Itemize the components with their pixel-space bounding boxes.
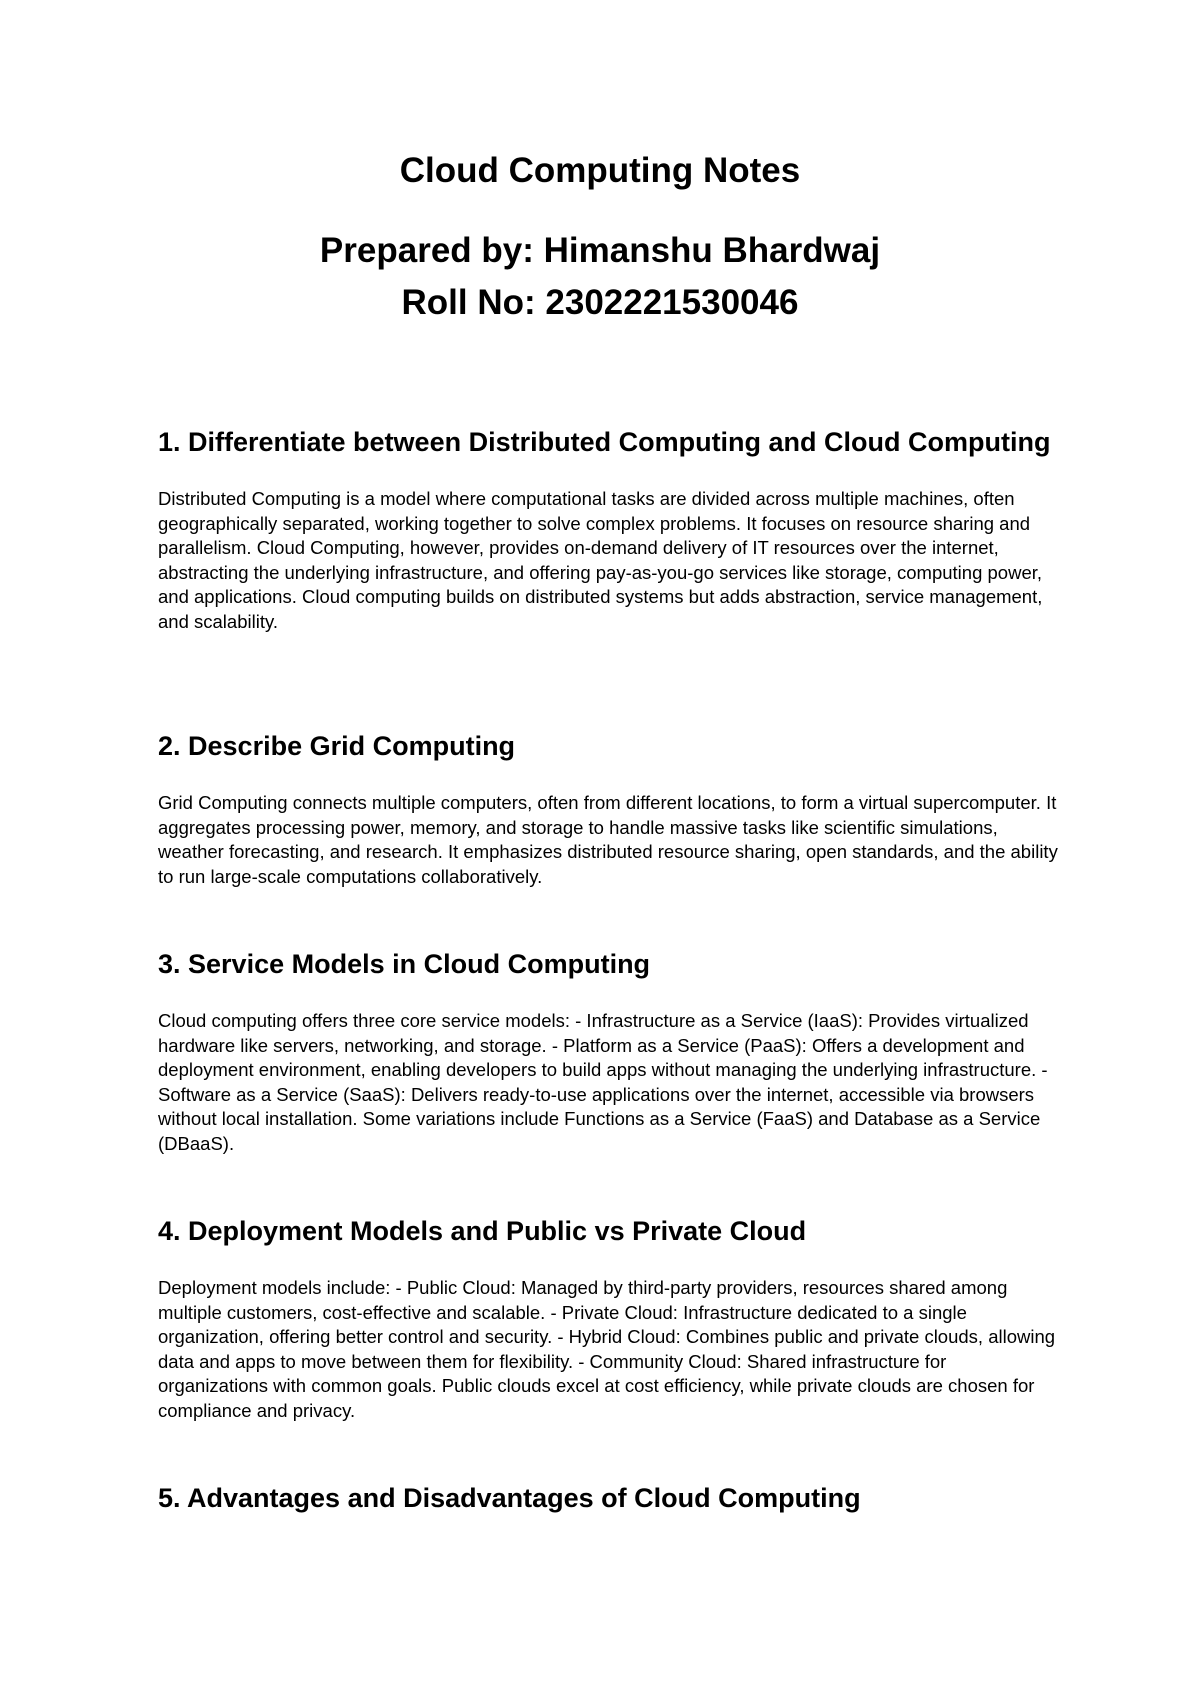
section-deployment-models <box>158 1213 1058 1423</box>
section-heading: 1. Differentiate between Distributed Computing and Cloud Computing <box>158 427 1051 457</box>
section-distributed-vs-cloud <box>158 424 1058 634</box>
section-grid-computing <box>158 728 1058 889</box>
section-service-models <box>158 946 1058 1156</box>
section-heading: 5. Advantages and Disadvantages of Cloud Computing <box>158 1483 861 1513</box>
document-title: Cloud Computing Notes <box>399 151 801 190</box>
prepared-by: Prepared by: Himanshu Bhardwaj <box>319 231 881 270</box>
section-advantages-disadvantages <box>158 1480 1058 1517</box>
section-heading: 4. Deployment Models and Public vs Private Cloud <box>158 1216 807 1246</box>
section-body: Grid Computing connects multiple computers, often from different locations, to form a virtual supercomputer. It aggregates processing power, memory, and storage to handle massive tasks like scientific simulations, weather forecasting, and research. It emphasizes distributed resource sharing, open standards, and the ability to run large-scale computations collaboratively. <box>158 792 1058 887</box>
section-heading: 3. Service Models in Cloud Computing <box>158 949 651 979</box>
roll-number: Roll No: 2302221530046 <box>401 283 799 322</box>
title-block <box>0 150 1200 324</box>
section-heading: 2. Describe Grid Computing <box>158 731 516 761</box>
section-body: Distributed Computing is a model where computational tasks are divided across multiple machines, often geographically separated, working together to solve complex problems. It focuses on resource sharing and parallelism. Cloud Computing, however, provides on-demand delivery of IT resources over the internet, abstracting the underlying infrastructure, and offering pay-as-you-go services like storage, computing power, and applications. Cloud computing builds on distributed systems but adds abstraction, service management, and scalability. <box>158 488 1043 632</box>
section-body: Deployment models include: - Public Cloud: Managed by third-party providers, resources shared among multiple customers, cost-effective and scalable. - Private Cloud: Infrastructure dedicated to a single organization, offering better control and security. - Hybrid Cloud: Combines public and private clouds, allowing data and apps to move between them for flexibility. - Community Cloud: Shared infrastructure for organizations with common goals. Public clouds excel at cost efficiency, while private clouds are chosen for compliance and privacy. <box>158 1277 1056 1421</box>
section-body: Cloud computing offers three core service models: - Infrastructure as a Service (IaaS): Provides virtualized hardware like servers, networking, and storage. - Platform as a Service (PaaS): Offers a development and deployment environment, enabling developers to build apps without managing the underlying infrastructure. - Software as a Service (SaaS): Delivers ready-to-use applications over the internet, accessible via browsers without local installation. Some variations include Functions as a Service (FaaS) and Database as a Service (DBaaS). <box>158 1010 1048 1154</box>
